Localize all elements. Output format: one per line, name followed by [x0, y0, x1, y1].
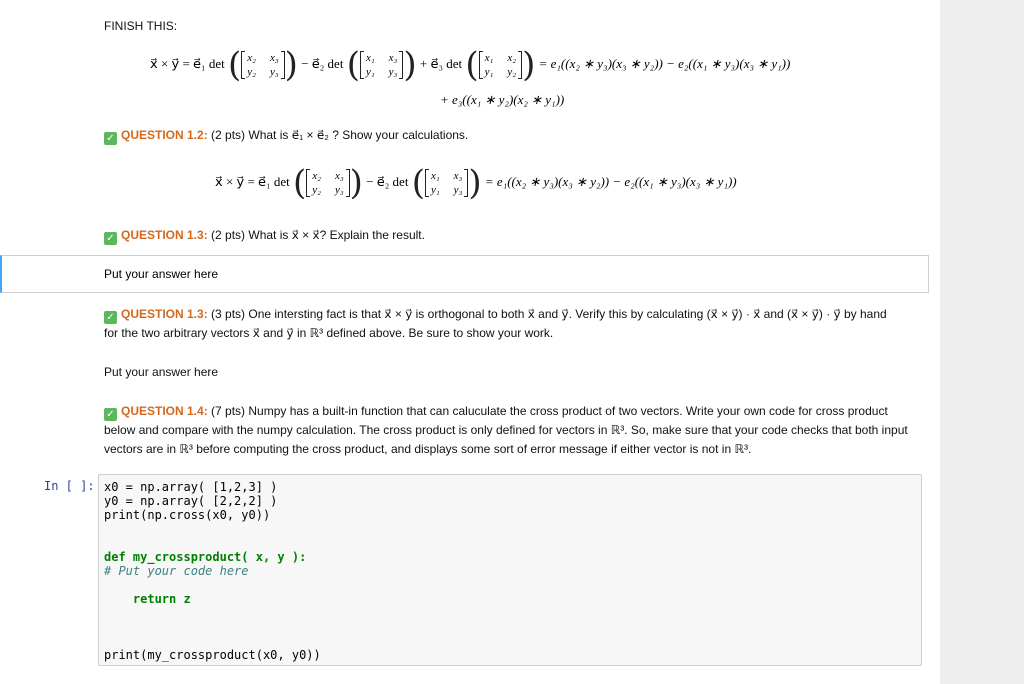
matrix-2: x₁ x₃ y₁ y₃ — [360, 51, 403, 79]
code-line: print(my_crossproduct(x0, y0)) — [104, 648, 321, 662]
code-lines[interactable] — [99, 475, 921, 667]
answer-placeholder-2[interactable]: Put your answer here — [104, 365, 219, 379]
page-title: FINISH THIS: — [104, 19, 178, 33]
formula2-lhs: x⃗ × y⃗ = e⃗₁ det — [215, 173, 290, 189]
formula-mid-2: + e⃗₃ det — [419, 55, 463, 71]
answer-cell-1[interactable] — [0, 255, 929, 293]
matrix-5: x₁ x₃ y₁ y₃ — [425, 169, 468, 197]
code-line: x0 = np.array( [1,2,3] ) — [104, 480, 278, 494]
question-1-4: ✓ QUESTION 1.4: (7 pts) Numpy has a built-in function that can caluculate the cross product of two vectors. Write your own code for cross product below and compare with the numpy calculation. The cross product is only defined for vectors in ℝ³. So, make sure that your code checks that both input vectors are in ℝ³ before computing the cross product, and displays some sort of error message if either vector is not in ℝ³. — [104, 404, 908, 456]
cross-product-formula-2: x⃗ × y⃗ = e⃗₁ det ( x₂ x₃ y₂ y₃ ) − e⃗₂ det ( x₁ x₃ y₁ y₃ ) = e₁((x₂ ∗ y₃)(x₃ ∗ y₂)) − e₂((x₁ ∗ y₃)(x₃ ∗ y₁)) — [215, 163, 737, 203]
formula2-mid: − e⃗₂ det — [366, 173, 409, 189]
matrix-3: x₁ x₂ y₁ y₂ — [479, 51, 522, 79]
code-line: print(np.cross(x0, y0)) — [104, 508, 271, 522]
cell-prompt: In [ ]: — [44, 479, 95, 493]
cross-product-formula-1: x⃗ × y⃗ = e⃗₁ det ( x₂ x₃ y₂ y₃ ) − e⃗₂ det ( x₁ x₃ y₁ y₃ ) + e⃗₃ det ( x₁ x₂ y₁ y₂ ) = e₁((x₂ ∗ y₃)(x₃ ∗ y₂)) − e₂((x₁ ∗ y₃)(x₃ ∗ y₁)) — [150, 45, 791, 85]
formula2-rhs: = e₁((x₂ ∗ y₃)(x₃ ∗ y₂)) − e₂((x₁ ∗ y₃)(x₃ ∗ y₁)) — [484, 173, 737, 189]
code-line: y0 = np.array( [2,2,2] ) — [104, 494, 278, 508]
checkmark-icon: ✓ — [104, 232, 117, 245]
question-1-3-b: ✓ QUESTION 1.3: (3 pts) One intersting fact is that x⃗ × y⃗ is orthogonal to both x⃗ and y⃗. Verify this by calculating (x⃗ × y⃗) · x⃗ and (x⃗ × y⃗) · y⃗ by hand for the two arbitrary vectors x⃗ and y⃗ in ℝ³ defined above. Be sure to show your work. — [104, 307, 887, 340]
code-line: return z — [104, 592, 191, 606]
question-1-3-a: ✓ QUESTION 1.3: (2 pts) What is x⃗ × x⃗? Explain the result. — [104, 226, 425, 245]
matrix-1: x₂ x₃ y₂ y₃ — [241, 51, 284, 79]
formula-mid-1: − e⃗₂ det — [301, 55, 344, 71]
right-gutter — [940, 0, 1024, 684]
formula-continuation: + e₃((x₁ ∗ y₂)(x₂ ∗ y₁)) — [440, 92, 565, 107]
code-cell-editor[interactable] — [98, 474, 922, 666]
code-line: def my_crossproduct( x, y ): — [104, 550, 307, 564]
checkmark-icon: ✓ — [104, 132, 117, 145]
checkmark-icon: ✓ — [104, 408, 117, 421]
checkmark-icon: ✓ — [104, 311, 117, 324]
formula-rhs: = e₁((x₂ ∗ y₃)(x₃ ∗ y₂)) − e₂((x₁ ∗ y₃)(x₃ ∗ y₁)) — [538, 55, 791, 71]
code-line: # Put your code here — [104, 564, 249, 578]
question-1-2: ✓ QUESTION 1.2: (2 pts) What is e⃗₁ × e⃗₂ ? Show your calculations. — [104, 126, 468, 145]
matrix-4: x₂ x₃ y₂ y₃ — [306, 169, 349, 197]
formula-lhs: x⃗ × y⃗ = e⃗₁ det — [150, 55, 225, 71]
answer-placeholder-1: Put your answer here — [104, 267, 219, 281]
